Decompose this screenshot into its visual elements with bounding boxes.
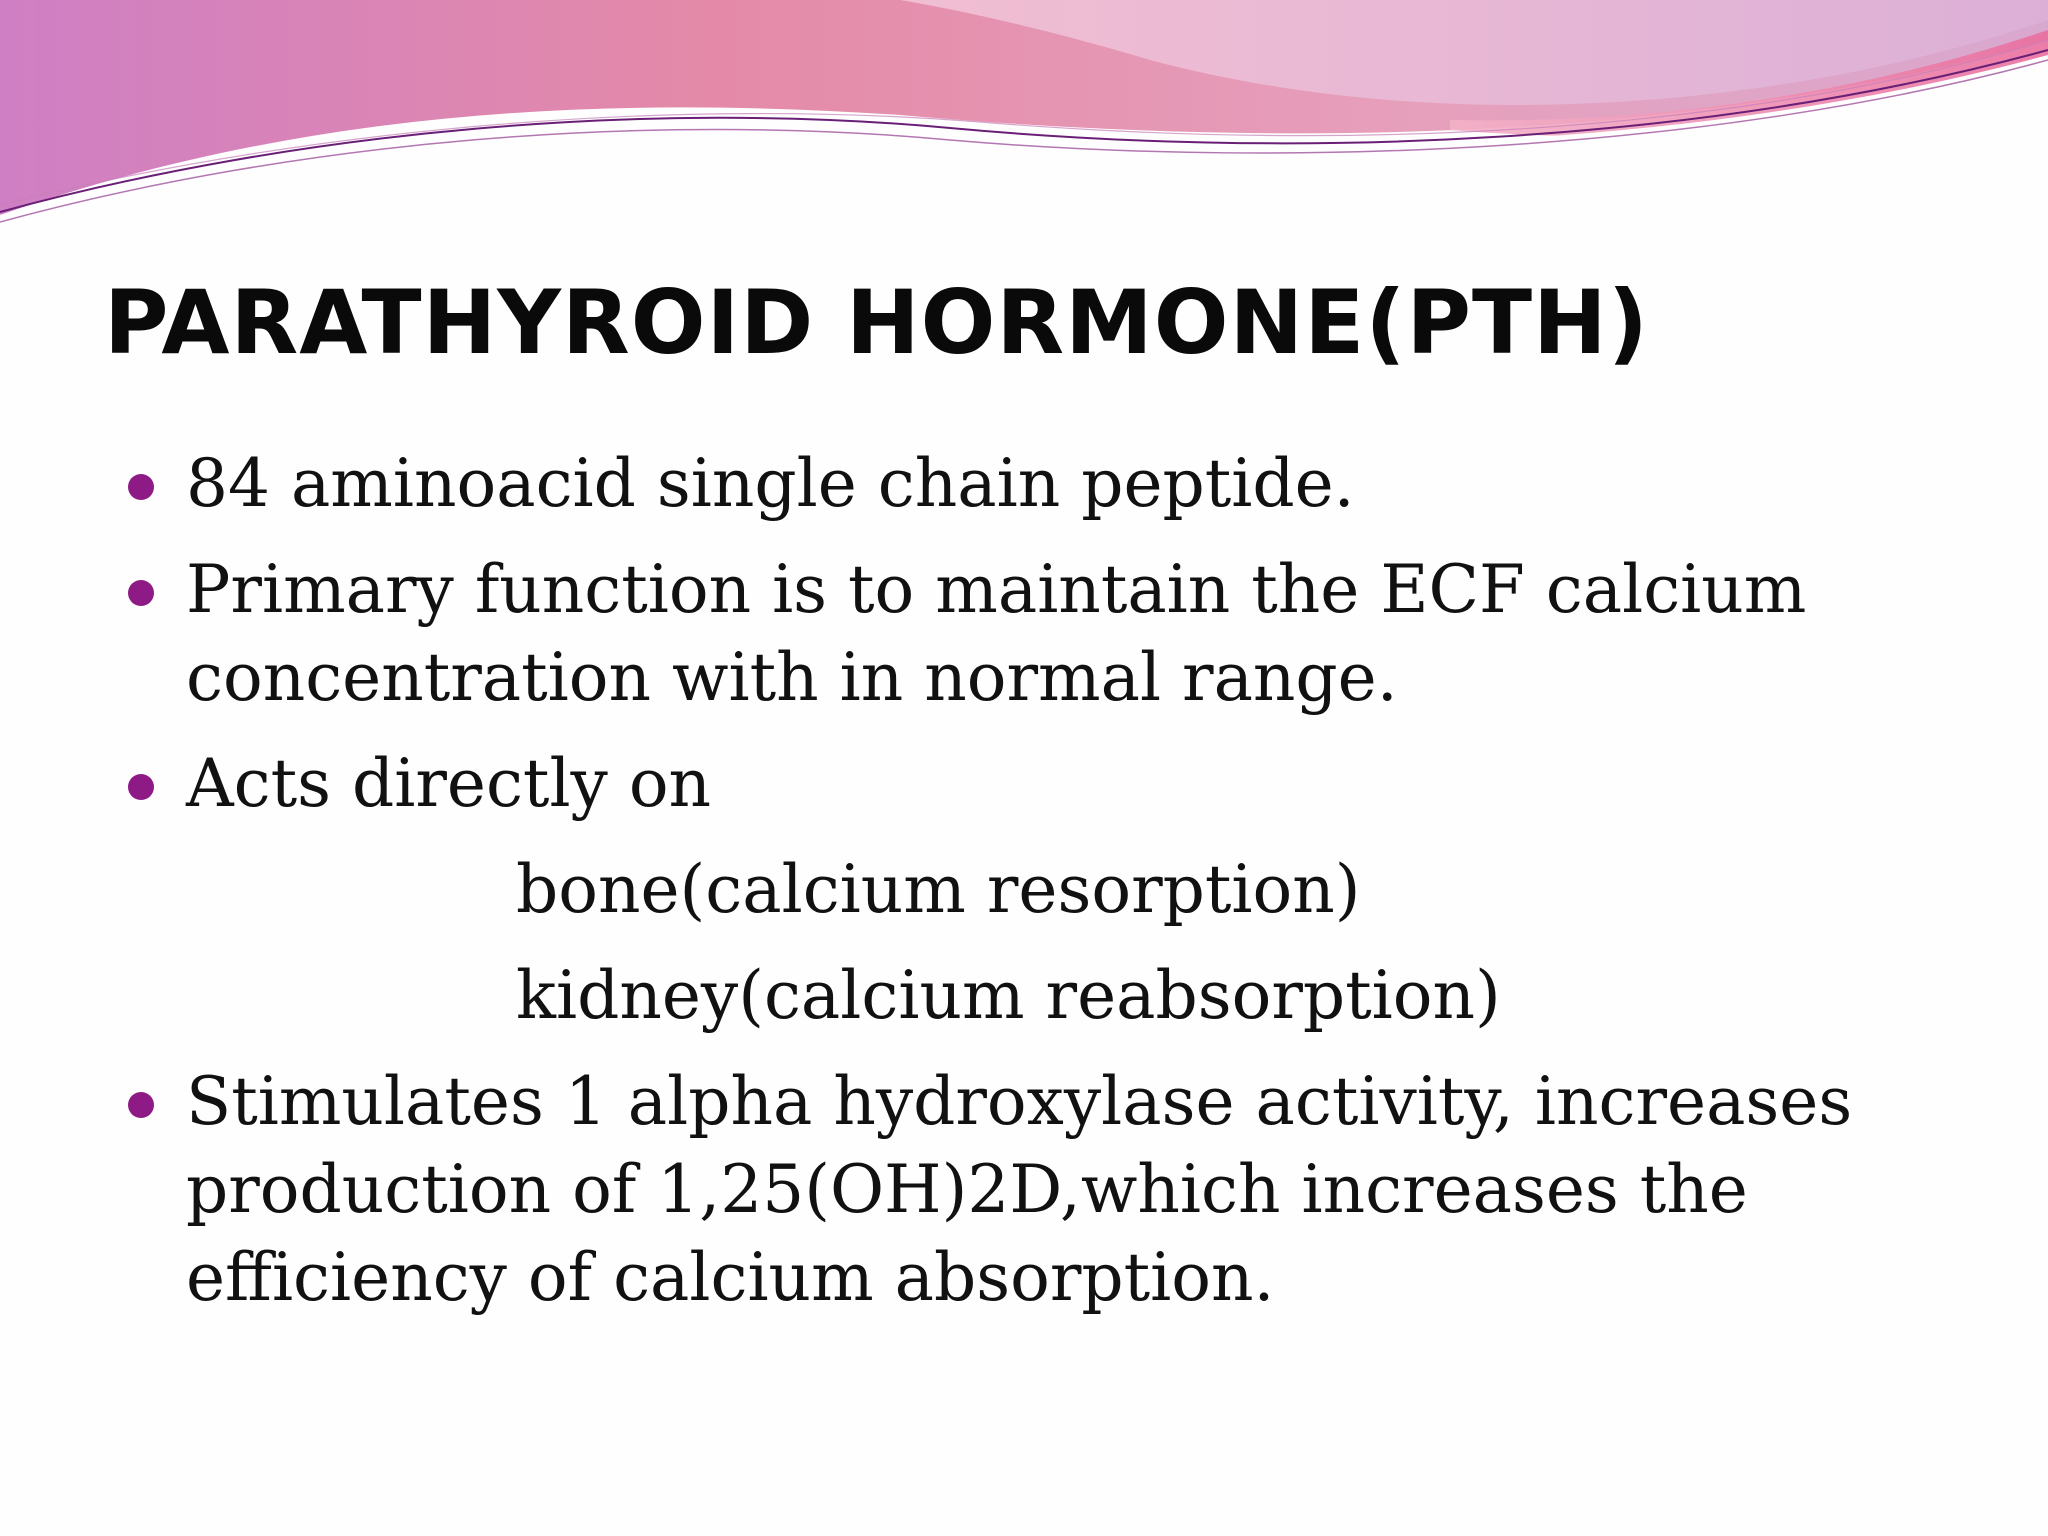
bullet-item bbox=[124, 1058, 1964, 1322]
slide-title: PARATHYROID HORMONE(PTH) bbox=[104, 271, 1649, 374]
sub-item-bone: bone(calcium resorption) bbox=[516, 851, 1361, 928]
bullet-item bbox=[124, 440, 1964, 528]
bullet-dot-icon bbox=[128, 774, 154, 800]
bullet-text: Stimulates 1 alpha hydroxylase activity, increases production of 1,25(OH)2D,which increases the efficiency of calcium absorption. bbox=[186, 1063, 1853, 1316]
bullet-dot-icon bbox=[128, 580, 154, 606]
bullet-text: 84 aminoacid single chain peptide. bbox=[186, 445, 1355, 522]
bullet-list bbox=[124, 440, 1964, 1340]
bullet-item bbox=[124, 546, 1964, 722]
bullet-item bbox=[124, 740, 1964, 1040]
bullet-text: Acts directly on bbox=[186, 745, 712, 822]
sub-item-kidney: kidney(calcium reabsorption) bbox=[516, 957, 1501, 1034]
bullet-dot-icon bbox=[128, 1092, 154, 1118]
bullet-text: Primary function is to maintain the ECF calcium concentration with in normal range. bbox=[186, 551, 1807, 716]
bullet-dot-icon bbox=[128, 474, 154, 500]
header-wave-decoration bbox=[0, 0, 2048, 240]
